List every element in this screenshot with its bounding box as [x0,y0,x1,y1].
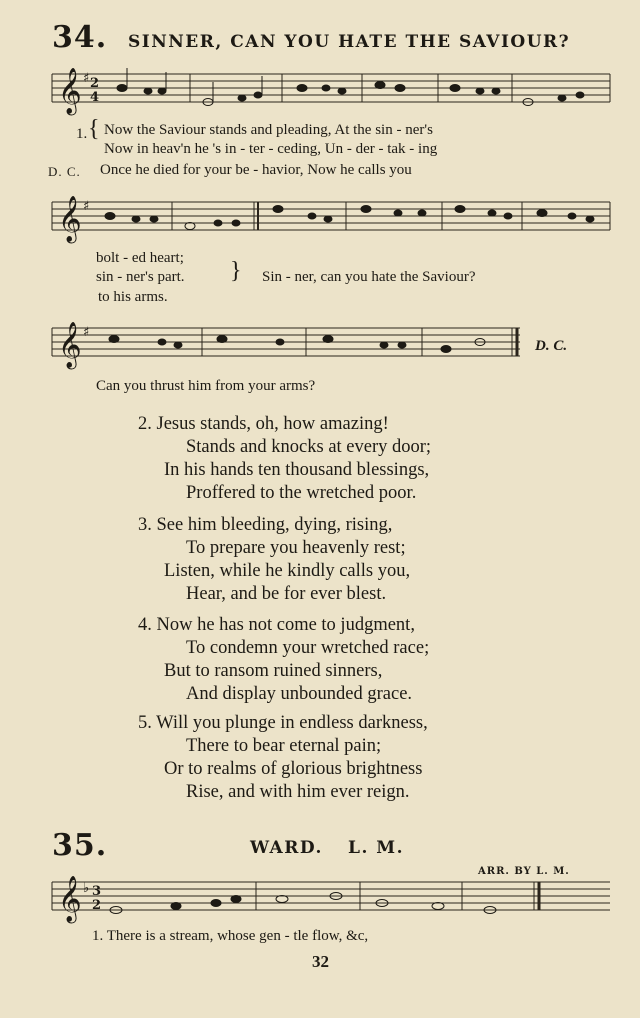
svg-text:𝄞: 𝄞 [58,876,82,922]
verse-3-line-2: To prepare you heavenly rest; [186,538,406,558]
dc-label: D. C. [48,164,81,179]
treble-clef-icon: 𝄞 [58,68,82,114]
verse-3-line-3: Listen, while he kindly calls you, [164,561,411,581]
verse-2 [138,413,431,505]
svg-text:3: 3 [92,884,102,899]
verse-4-line-1: 4. Now he has not come to judgment, [138,615,415,635]
staff-system-2 [50,192,615,248]
system-3-lyric-line-1: Can you thrust him from your arms? [96,378,316,394]
verse-5-line-2: There to bear eternal pain; [186,736,382,756]
hymn-34-title: SINNER, CAN YOU HATE THE SAVIOUR? [128,32,571,52]
svg-text:♯: ♯ [83,325,90,340]
flat-icon: ♭ [83,881,90,896]
system-1-lyric-line-1: Now the Saviour stands and pleading, At the sin - ner's [104,122,433,138]
verse-5-line-3: Or to realms of glorious brightness [164,759,423,779]
staff-system-1 [50,64,615,116]
hymn-35-title: WARD. [250,838,323,858]
svg-text:𝄞: 𝄞 [58,196,82,242]
verse-2-line-2: Stands and knocks at every door; [186,437,432,457]
verse-5-line-4: Rise, and with him ever reign. [186,782,410,802]
hymn-35-number: 35. [52,828,108,863]
system-2-lyric-line-2a: sin - ner's part. [96,269,185,285]
staff-hymn-35 [50,872,615,924]
svg-text:2: 2 [90,76,100,91]
verse-4-line-3: But to ransom ruined sinners, [164,661,383,681]
verse-4-line-4: And display unbounded grace. [186,684,413,704]
verse-3-line-4: Hear, and be for ever blest. [186,584,387,604]
svg-text:♯: ♯ [83,199,90,214]
system-1-lyric-line-3: Once he died for your be - havior, Now he calls you [100,162,412,178]
system-1-lyric-line-2: Now in heav'n he 's in - ter - ceding, Un - der - tak - ing [104,141,438,157]
sharp-icon: ♯ [83,71,90,86]
verse-2-line-1: 2. Jesus stands, oh, how amazing! [138,414,389,434]
dc-end-mark: D. C. [535,338,568,354]
brace-close-icon: } [230,258,242,284]
page-number: 32 [312,952,329,971]
verse-2-line-4: Proffered to the wretched poor. [186,483,417,503]
verse-number-1: 1. [76,126,88,142]
hymn-35-arranger: ARR. BY L. M. [478,866,570,877]
verse-5-line-1: 5. Will you plunge in endless darkness, [138,713,428,733]
verse-3 [138,514,410,606]
brace-icon: { [88,116,100,142]
hymn-34-number: 34. [52,20,108,55]
verse-3-line-1: 3. See him bleeding, dying, rising, [138,515,393,535]
system-2-lyric-line-2b: Sin - ner, can you hate the Saviour? [262,269,476,285]
hymn-35-meter: L. M. [348,838,405,858]
verse-5 [138,712,428,804]
hymn-35-lyric-line-1: 1. There is a stream, whose gen - tle flow, &c, [92,928,369,944]
staff-system-3 [50,318,550,376]
svg-text:2: 2 [92,898,102,913]
system-2-lyric-line-1: bolt - ed heart; [96,250,184,266]
svg-text:4: 4 [90,90,100,105]
verse-2-line-3: In his hands ten thousand blessings, [164,460,430,480]
verse-4-line-2: To condemn your wretched race; [186,638,430,658]
verse-4 [138,614,429,706]
svg-text:𝄞: 𝄞 [58,322,82,368]
system-2-lyric-line-3: to his arms. [98,289,168,305]
